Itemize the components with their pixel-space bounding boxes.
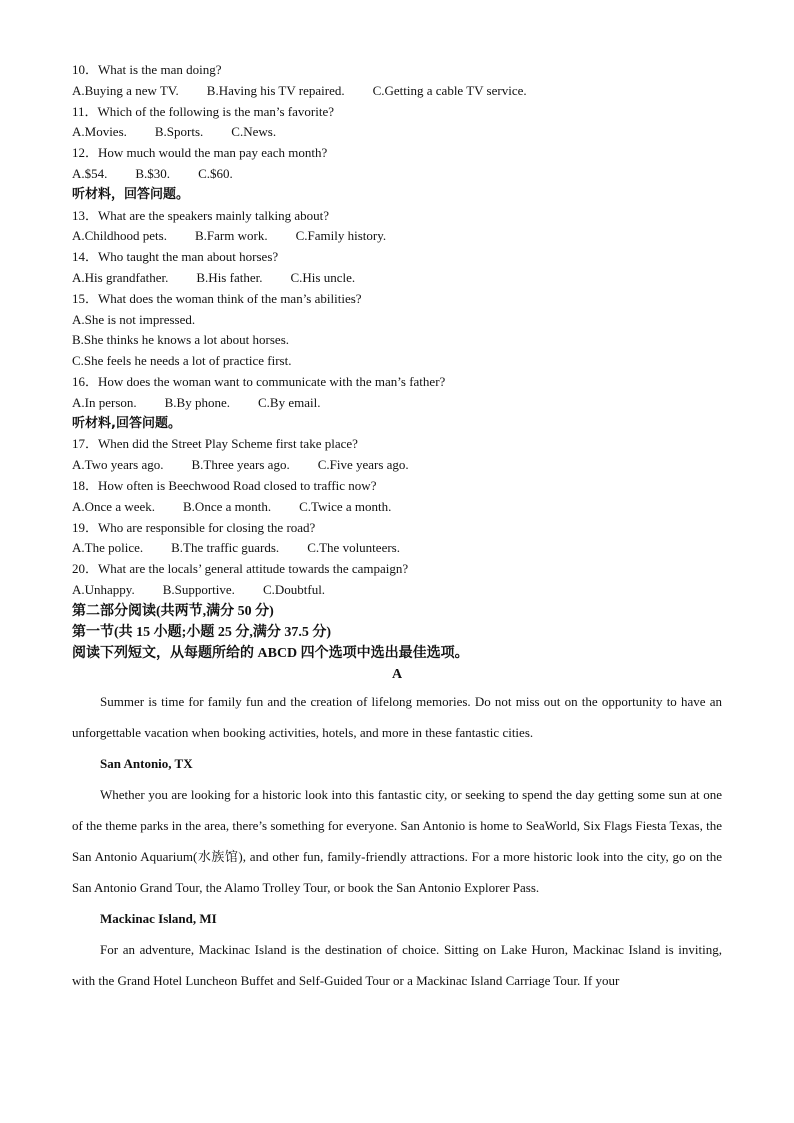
option-a: A.In person. [72,394,137,410]
options-11 [72,122,722,143]
options-20 [72,580,722,601]
option-b: B.Having his TV repaired. [206,82,345,98]
option-b: B.Once a month. [183,498,272,514]
options-10 [72,81,722,102]
option-c: C.Twice a month. [299,498,392,514]
options-19 [72,538,722,559]
option-b: B.Three years ago. [191,457,290,473]
option-c: C.Doubtful. [262,581,326,597]
option-a: A.Movies. [72,124,127,140]
option-b: B.She thinks he knows a lot about horses. [72,332,290,348]
city-paragraph-san-antonio: Whether you are looking for a historic look into this fantastic city, or seeking to spend the day getting some sun at one of the theme parks in the area, there’s something for everyone. San Antonio is home to SeaWorld, Six Flags Fiesta Texas, the San Antonio Aquarium(水族馆), and other fun, family-friendly attractions. For a more historic look into the city, go on the San Antonio Grand Tour, the Alamo Trolley Tour, or book the San Antonio Explorer Pass. [72,786,722,895]
option-c: C.She feels he needs a lot of practice first. [72,353,292,369]
option-b: B.Sports. [154,124,204,140]
question-16: 16．How does the woman want to communicate with the man’s father? [72,373,446,389]
options-14 [72,268,722,289]
option-c: C.His uncle. [290,269,356,285]
question-15: 15．What does the woman think of the man’s abilities? [72,290,362,306]
option-b: B.Supportive. [162,581,235,597]
reading-instruction: 阅读下列短文，从每题所给的 ABCD 四个选项中选出最佳选项。 [72,645,469,661]
option-a: A.Childhood pets. [72,228,167,244]
option-c: C.Getting a cable TV service. [372,82,527,98]
options-18 [72,497,722,518]
passage-intro: Summer is time for family fun and the creation of lifelong memories. Do not miss out on the opportunity to have an unforgettable vacation when booking activities, hotels, and more in these fantastic cities. [72,693,722,740]
question-12: 12．How much would the man pay each month? [72,145,328,161]
city-paragraph-mackinac: For an adventure, Mackinac Island is the destination of choice. Sitting on Lake Huron, Mackinac Island is inviting, with the Grand Hotel Luncheon Buffet and Self-Guided Tour or a Mackinac Island Carriage Tour. If your [72,941,722,988]
options-13 [72,226,722,247]
option-b: B.His father. [196,269,263,285]
option-c: C.Five years ago. [317,457,409,473]
options-16 [72,393,722,414]
listening-instruction-1: 听材料，回答问题。 [72,186,190,202]
part-two-title: 第二部分阅读(共两节,满分 50 分) [72,603,274,619]
question-10: 10．What is the man doing? [72,62,222,77]
question-17: 17．When did the Street Play Scheme first take place? [72,436,358,452]
option-a: A.$54. [72,165,108,181]
option-c: C.$60. [198,165,233,181]
question-14: 14．Who taught the man about horses? [72,249,279,265]
city-heading-mackinac: Mackinac Island, MI [100,910,217,926]
option-a: A.Two years ago. [72,457,164,473]
option-a: A.Buying a new TV. [72,82,179,98]
option-a: A.His grandfather. [72,269,169,285]
passage-letter: A [391,666,403,682]
question-20: 20．What are the locals’ general attitude towards the campaign? [72,561,409,577]
section-one-title: 第一节(共 15 小题;小题 25 分,满分 37.5 分) [72,624,331,640]
document-page [72,60,722,996]
options-17 [72,455,722,476]
option-a: A.She is not impressed. [72,311,196,327]
question-13: 13．What are the speakers mainly talking about? [72,207,330,223]
options-12 [72,164,722,185]
option-b: B.Farm work. [194,228,268,244]
city-heading-san-antonio: San Antonio, TX [100,755,193,771]
option-c: C.By email. [258,394,321,410]
option-a: A.Unhappy. [72,581,135,597]
option-c: C.Family history. [295,228,387,244]
listening-instruction-2: 听材料,回答问题。 [72,415,181,431]
option-b: B.$30. [135,165,171,181]
question-18: 18．How often is Beechwood Road closed to traffic now? [72,477,377,493]
option-c: C.The volunteers. [307,540,400,556]
option-b: B.The traffic guards. [171,540,280,556]
question-19: 19．Who are responsible for closing the road? [72,519,316,535]
option-a: A.The police. [72,540,144,556]
option-c: C.News. [231,124,277,140]
option-a: A.Once a week. [72,498,156,514]
question-11: 11．Which of the following is the man’s favorite? [72,103,334,119]
option-b: B.By phone. [164,394,231,410]
